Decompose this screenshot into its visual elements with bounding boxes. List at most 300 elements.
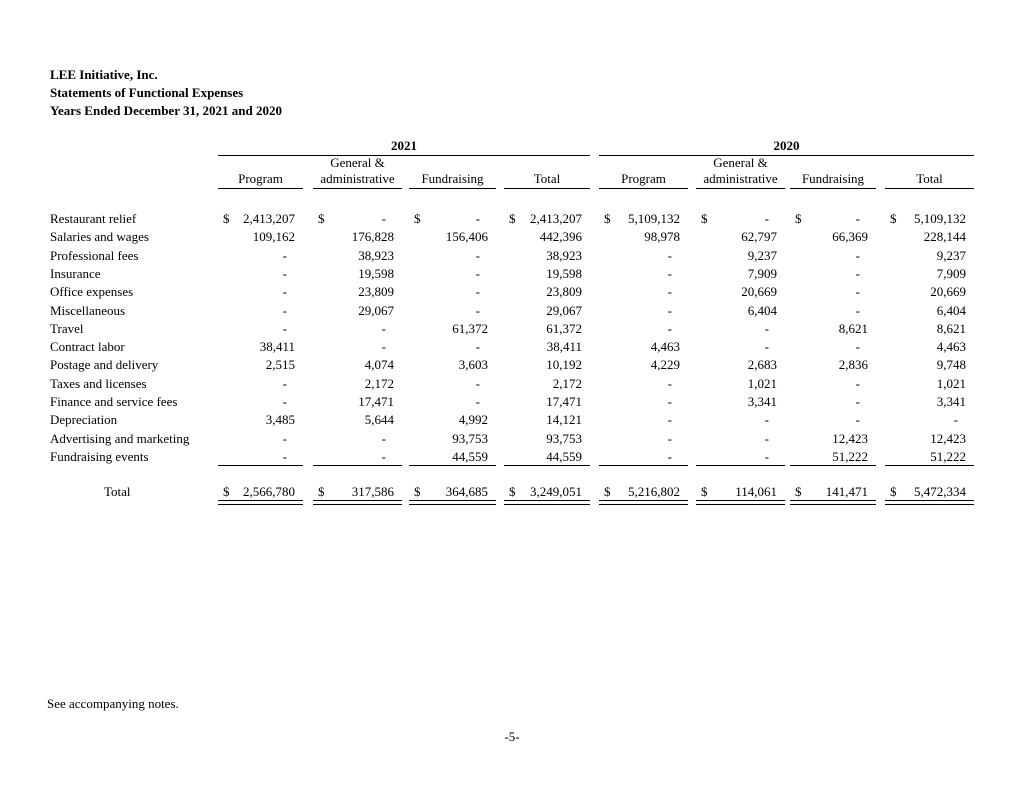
cell-value: 19,598	[546, 265, 582, 281]
column-header-line2: Total	[916, 171, 943, 186]
subtotal-rule	[409, 465, 496, 466]
value-cell	[790, 448, 876, 466]
cell-value: 98,978	[644, 229, 680, 245]
cell-value: 2,172	[552, 375, 582, 391]
subtotal-rule	[218, 465, 303, 466]
row-label: Taxes and licenses	[50, 375, 147, 391]
cell-value: -	[475, 284, 480, 300]
value-cell	[218, 283, 303, 301]
cell-value: -	[667, 375, 672, 391]
cell-value: 3,341	[747, 394, 777, 409]
cell-value: 66,369	[832, 229, 868, 245]
cell-value: -	[475, 394, 480, 409]
cell-value: 3,249,051	[530, 484, 582, 499]
total-double-rule	[790, 500, 876, 505]
value-cell	[790, 356, 876, 374]
column-header	[599, 157, 688, 189]
value-cell	[790, 210, 876, 228]
total-cell	[218, 483, 303, 501]
currency-symbol: $	[890, 484, 897, 499]
column-header-line2: Program	[238, 171, 283, 186]
footnote: See accompanying notes.	[47, 696, 179, 711]
cell-value: 7,909	[747, 265, 777, 281]
value-cell	[409, 228, 496, 246]
value-cell	[313, 210, 402, 228]
value-cell	[885, 228, 974, 246]
value-cell	[313, 375, 402, 393]
value-cell	[409, 430, 496, 448]
currency-symbol: $	[509, 211, 516, 226]
value-cell	[218, 375, 303, 393]
cell-value: -	[764, 339, 769, 355]
value-cell	[696, 320, 785, 338]
subtotal-rule	[885, 465, 974, 466]
cell-value: 38,411	[546, 339, 582, 355]
cell-value: -	[475, 302, 480, 318]
value-cell	[790, 302, 876, 320]
cell-value: 6,404	[747, 302, 777, 318]
value-cell	[218, 448, 303, 466]
total-double-rule	[313, 500, 402, 505]
cell-value: 5,644	[364, 412, 394, 428]
value-cell	[790, 320, 876, 338]
value-cell	[313, 430, 402, 448]
cell-value: 2,172	[364, 375, 394, 391]
cell-value: 2,566,780	[243, 484, 295, 499]
cell-value: -	[764, 412, 769, 428]
statement-header	[50, 66, 282, 120]
cell-value: -	[475, 339, 480, 355]
cell-value: 6,404	[936, 302, 966, 318]
value-cell	[885, 375, 974, 393]
currency-symbol: $	[414, 211, 421, 226]
cell-value: 51,222	[930, 448, 966, 464]
cell-value: 114,061	[735, 484, 777, 499]
total-label: Total	[104, 484, 131, 499]
value-cell	[218, 210, 303, 228]
value-cell	[313, 448, 402, 466]
row-label: Postage and delivery	[50, 357, 159, 373]
cell-value: 2,413,207	[243, 211, 295, 226]
value-cell	[790, 228, 876, 246]
value-cell	[409, 356, 496, 374]
cell-value: -	[667, 247, 672, 263]
cell-value: -	[855, 302, 860, 318]
value-cell	[696, 228, 785, 246]
value-cell	[409, 393, 496, 411]
cell-value: 4,463	[650, 339, 680, 355]
value-cell	[599, 302, 688, 320]
cell-value: 23,809	[546, 284, 582, 300]
value-cell	[313, 265, 402, 283]
value-cell	[599, 411, 688, 429]
cell-value: 176,828	[351, 229, 394, 245]
value-cell	[409, 265, 496, 283]
cell-value: -	[381, 430, 386, 446]
value-cell	[504, 302, 590, 320]
cell-value: 2,683	[747, 357, 777, 373]
value-cell	[599, 320, 688, 338]
currency-symbol: $	[509, 484, 516, 499]
cell-value: -	[667, 448, 672, 464]
cell-value: -	[282, 375, 287, 391]
value-cell	[696, 247, 785, 265]
value-cell	[790, 375, 876, 393]
cell-value: 62,797	[741, 229, 777, 245]
row-label: Insurance	[50, 265, 101, 281]
cell-value: 93,753	[546, 430, 582, 446]
year-header-2020: 2020	[599, 139, 974, 156]
value-cell	[504, 247, 590, 265]
cell-value: -	[855, 412, 860, 428]
value-cell	[696, 210, 785, 228]
value-cell	[885, 320, 974, 338]
value-cell	[790, 411, 876, 429]
row-label: Professional fees	[50, 247, 139, 263]
cell-value: -	[381, 448, 386, 464]
cell-value: -	[282, 302, 287, 318]
value-cell	[409, 302, 496, 320]
cell-value: -	[855, 394, 860, 409]
cell-value: -	[855, 211, 860, 226]
value-cell	[790, 283, 876, 301]
value-cell	[885, 411, 974, 429]
value-cell	[790, 265, 876, 283]
value-cell	[409, 247, 496, 265]
column-header-line1: General &	[713, 155, 768, 170]
cell-value: -	[764, 430, 769, 446]
currency-symbol: $	[795, 211, 802, 226]
row-label: Miscellaneous	[50, 302, 126, 318]
value-cell	[313, 302, 402, 320]
cell-value: 5,109,132	[914, 211, 966, 226]
value-cell	[409, 210, 496, 228]
value-cell	[696, 411, 785, 429]
currency-symbol: $	[414, 484, 421, 499]
value-cell	[885, 393, 974, 411]
value-cell	[885, 283, 974, 301]
currency-symbol: $	[890, 211, 897, 226]
cell-value: -	[855, 375, 860, 391]
value-cell	[504, 283, 590, 301]
value-cell	[218, 228, 303, 246]
currency-symbol: $	[604, 484, 611, 499]
value-cell	[409, 283, 496, 301]
cell-value: -	[282, 394, 287, 409]
value-cell	[313, 411, 402, 429]
value-cell	[599, 228, 688, 246]
cell-value: 4,992	[458, 412, 488, 428]
value-cell	[218, 302, 303, 320]
cell-value: 2,515	[265, 357, 295, 373]
cell-value: 10,192	[546, 357, 582, 373]
value-cell	[696, 375, 785, 393]
cell-value: -	[764, 211, 769, 226]
column-header-line2: Total	[533, 171, 561, 186]
value-cell	[696, 265, 785, 283]
row-label: Salaries and wages	[50, 229, 149, 245]
cell-value: -	[667, 302, 672, 318]
currency-symbol: $	[223, 484, 230, 499]
cell-value: 141,471	[825, 484, 868, 499]
cell-value: 3,341	[936, 394, 966, 409]
cell-value: 20,669	[741, 284, 777, 300]
column-header-line2: administrative	[703, 171, 778, 186]
cell-value: 2,413,207	[530, 211, 582, 226]
value-cell	[885, 356, 974, 374]
cell-value: 23,809	[358, 284, 394, 300]
value-cell	[885, 448, 974, 466]
subtotal-rule	[790, 465, 876, 466]
subtotal-rule	[504, 465, 590, 466]
cell-value: -	[667, 320, 672, 336]
value-cell	[885, 210, 974, 228]
value-cell	[313, 320, 402, 338]
value-cell	[218, 393, 303, 411]
value-cell	[885, 265, 974, 283]
total-double-rule	[696, 500, 785, 505]
value-cell	[599, 448, 688, 466]
value-cell	[696, 430, 785, 448]
cell-value: 4,074	[364, 357, 394, 373]
total-cell	[885, 483, 974, 501]
total-double-rule	[885, 500, 974, 505]
value-cell	[313, 338, 402, 356]
row-label: Fundraising events	[50, 448, 149, 464]
cell-value: -	[764, 448, 769, 464]
column-header-line2: Fundraising	[421, 171, 484, 186]
value-cell	[313, 247, 402, 265]
cell-value: 38,411	[259, 339, 295, 355]
cell-value: 109,162	[252, 229, 295, 245]
value-cell	[218, 247, 303, 265]
cell-value: 7,909	[936, 265, 966, 281]
organization-name: LEE Initiative, Inc.	[50, 67, 158, 82]
cell-value: 5,472,334	[914, 484, 966, 499]
column-header-line2: Program	[621, 171, 666, 186]
total-double-rule	[504, 500, 590, 505]
cell-value: -	[282, 247, 287, 263]
value-cell	[504, 338, 590, 356]
cell-value: 3,603	[458, 357, 488, 373]
cell-value: 44,559	[452, 448, 488, 464]
column-header	[218, 157, 303, 189]
column-header-line1: General &	[330, 155, 385, 170]
value-cell	[885, 302, 974, 320]
cell-value: 44,559	[546, 448, 582, 464]
value-cell	[218, 320, 303, 338]
value-cell	[218, 356, 303, 374]
total-cell	[599, 483, 688, 501]
row-label: Finance and service fees	[50, 394, 178, 409]
total-double-rule	[409, 500, 496, 505]
value-cell	[409, 411, 496, 429]
cell-value: -	[667, 412, 672, 428]
cell-value: -	[282, 320, 287, 336]
value-cell	[313, 283, 402, 301]
value-cell	[599, 430, 688, 448]
value-cell	[409, 448, 496, 466]
cell-value: -	[855, 247, 860, 263]
cell-value: -	[282, 448, 287, 464]
value-cell	[599, 356, 688, 374]
cell-value: -	[855, 339, 860, 355]
cell-value: -	[282, 430, 287, 446]
value-cell	[599, 265, 688, 283]
value-cell	[696, 338, 785, 356]
cell-value: 8,621	[838, 320, 868, 336]
value-cell	[313, 356, 402, 374]
cell-value: -	[855, 284, 860, 300]
value-cell	[409, 320, 496, 338]
value-cell	[504, 375, 590, 393]
value-cell	[218, 430, 303, 448]
cell-value: 9,237	[936, 247, 966, 263]
value-cell	[885, 247, 974, 265]
cell-value: 17,471	[358, 394, 394, 409]
value-cell	[885, 338, 974, 356]
value-cell	[218, 338, 303, 356]
cell-value: 12,423	[930, 430, 966, 446]
row-label: Depreciation	[50, 412, 118, 428]
value-cell	[599, 375, 688, 393]
cell-value: -	[282, 265, 287, 281]
cell-value: 317,586	[351, 484, 394, 499]
total-cell	[313, 483, 402, 501]
cell-value: 14,121	[546, 412, 582, 428]
value-cell	[790, 430, 876, 448]
value-cell	[696, 302, 785, 320]
cell-value: 19,598	[358, 265, 394, 281]
cell-value: -	[764, 320, 769, 336]
cell-value: 4,463	[936, 339, 966, 355]
cell-value: 1,021	[936, 375, 966, 391]
value-cell	[313, 228, 402, 246]
cell-value: 38,923	[358, 247, 394, 263]
currency-symbol: $	[701, 211, 708, 226]
cell-value: 61,372	[546, 320, 582, 336]
cell-value: -	[475, 247, 480, 263]
value-cell	[504, 210, 590, 228]
value-cell	[599, 338, 688, 356]
value-cell	[790, 247, 876, 265]
cell-value: 38,923	[546, 247, 582, 263]
currency-symbol: $	[701, 484, 708, 499]
total-cell	[790, 483, 876, 501]
value-cell	[504, 393, 590, 411]
cell-value: 51,222	[832, 448, 868, 464]
total-double-rule	[218, 500, 303, 505]
cell-value: -	[667, 394, 672, 409]
column-header	[885, 157, 974, 189]
cell-value: -	[381, 211, 386, 226]
currency-symbol: $	[795, 484, 802, 499]
row-label: Office expenses	[50, 284, 134, 300]
column-header-line2: Fundraising	[801, 171, 865, 186]
cell-value: 442,396	[539, 229, 582, 245]
value-cell	[313, 393, 402, 411]
cell-value: 3,485	[265, 412, 295, 428]
subtotal-rule	[313, 465, 402, 466]
column-header	[409, 157, 496, 189]
cell-value: 4,229	[650, 357, 680, 373]
cell-value: 9,748	[936, 357, 966, 373]
subtotal-rule	[696, 465, 785, 466]
total-cell	[409, 483, 496, 501]
total-cell	[504, 483, 590, 501]
value-cell	[696, 283, 785, 301]
value-cell	[696, 356, 785, 374]
value-cell	[409, 338, 496, 356]
cell-value: 228,144	[923, 229, 966, 245]
cell-value: -	[475, 265, 480, 281]
value-cell	[885, 430, 974, 448]
total-cell	[696, 483, 785, 501]
cell-value: 20,669	[930, 284, 966, 300]
currency-symbol: $	[223, 211, 230, 226]
value-cell	[790, 338, 876, 356]
column-header	[504, 157, 590, 189]
cell-value: -	[667, 430, 672, 446]
row-label: Travel	[50, 320, 84, 336]
value-cell	[409, 375, 496, 393]
column-header-line2: administrative	[320, 171, 395, 186]
value-cell	[504, 430, 590, 448]
row-label: Contract labor	[50, 339, 125, 355]
cell-value: 17,471	[546, 394, 582, 409]
cell-value: -	[667, 284, 672, 300]
value-cell	[599, 210, 688, 228]
value-cell	[696, 393, 785, 411]
cell-value: -	[475, 211, 480, 226]
column-header	[696, 157, 785, 189]
currency-symbol: $	[604, 211, 611, 226]
total-double-rule	[599, 500, 688, 505]
value-cell	[504, 320, 590, 338]
value-cell	[790, 393, 876, 411]
value-cell	[504, 356, 590, 374]
value-cell	[218, 411, 303, 429]
cell-value: 2,836	[838, 357, 868, 373]
cell-value: -	[475, 375, 480, 391]
subtotal-rule	[599, 465, 688, 466]
cell-value: 29,067	[358, 302, 394, 318]
cell-value: -	[855, 265, 860, 281]
cell-value: 156,406	[445, 229, 488, 245]
cell-value: 364,685	[445, 484, 488, 499]
cell-value: 8,621	[936, 320, 966, 336]
currency-symbol: $	[318, 484, 325, 499]
value-cell	[696, 448, 785, 466]
currency-symbol: $	[318, 211, 325, 226]
value-cell	[599, 247, 688, 265]
cell-value: -	[381, 320, 386, 336]
cell-value: 1,021	[747, 375, 777, 391]
cell-value: 61,372	[452, 320, 488, 336]
cell-value: -	[953, 412, 958, 428]
value-cell	[504, 448, 590, 466]
cell-value: -	[667, 265, 672, 281]
value-cell	[504, 411, 590, 429]
cell-value: 5,216,802	[628, 484, 680, 499]
cell-value: 9,237	[747, 247, 777, 263]
value-cell	[599, 283, 688, 301]
cell-value: 93,753	[452, 430, 488, 446]
value-cell	[504, 228, 590, 246]
cell-value: 12,423	[832, 430, 868, 446]
page-number: -5-	[504, 729, 520, 744]
statement-title: Statements of Functional Expenses	[50, 85, 244, 100]
